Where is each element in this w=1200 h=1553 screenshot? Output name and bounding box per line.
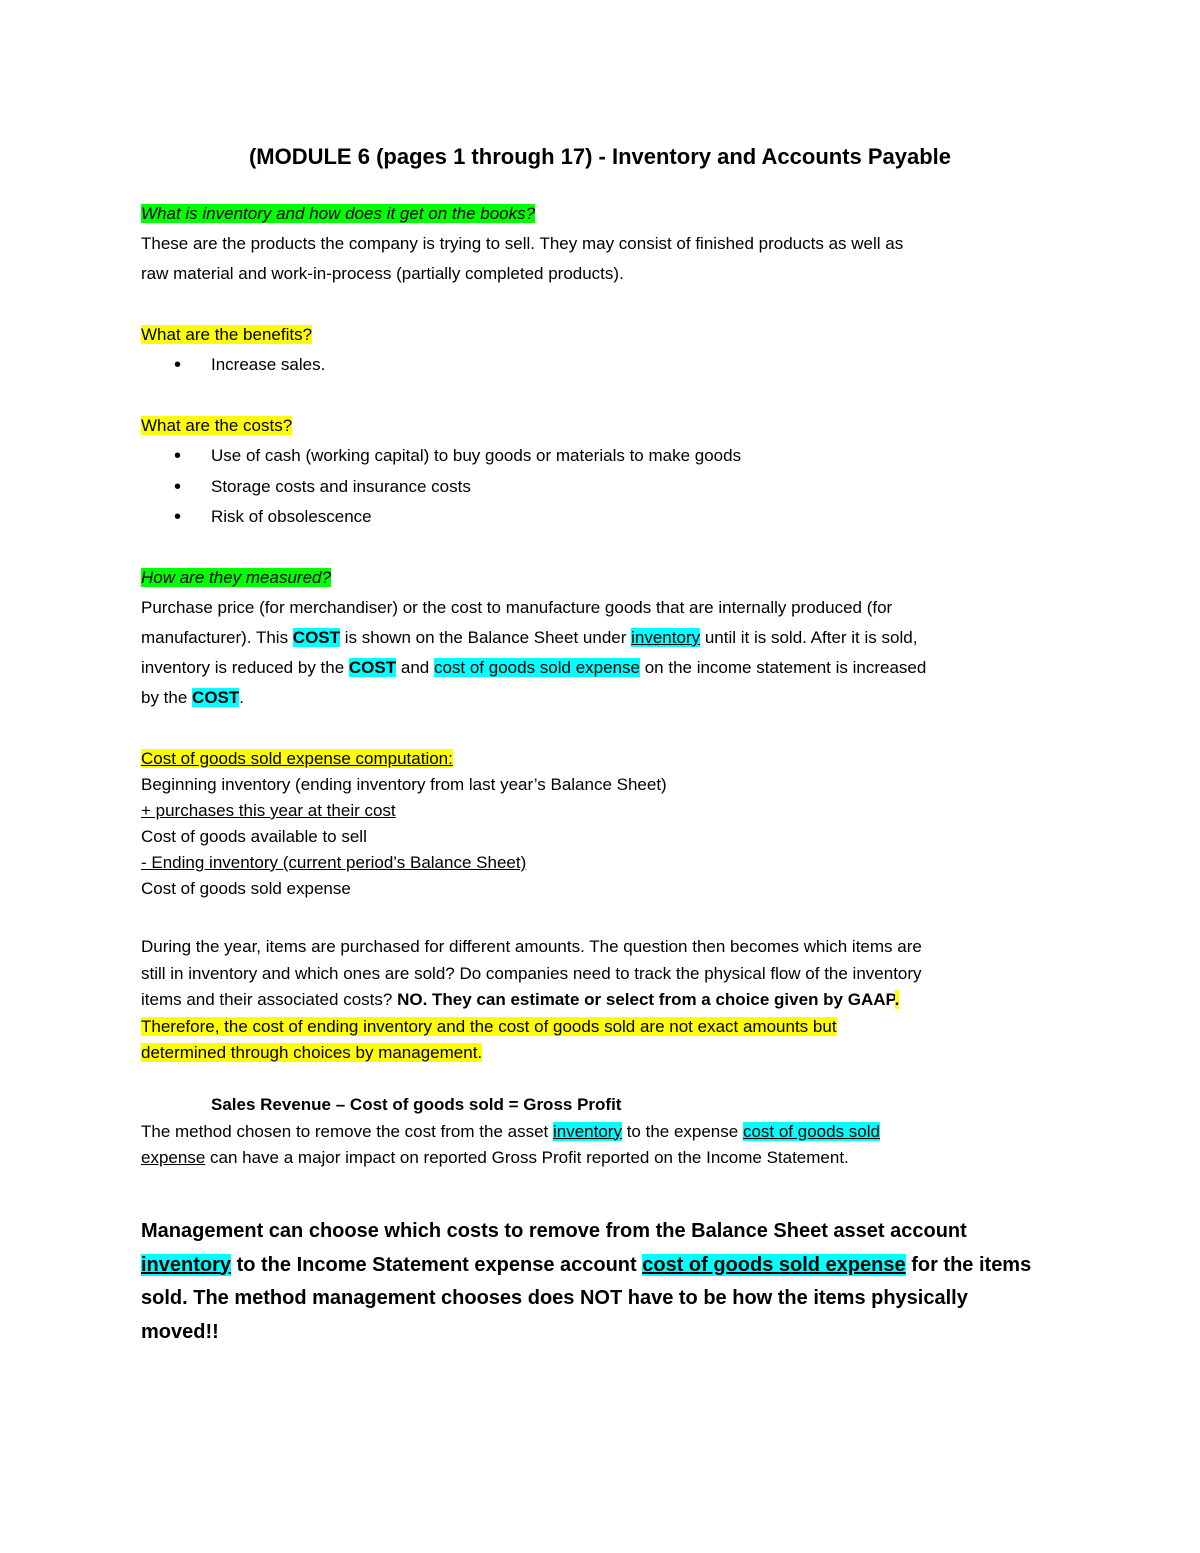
emphasis-line: Management can choose which costs to remove from the Balance Sheet asset account [141,1220,967,1242]
computation-line: + purchases this year at their cost [141,801,396,820]
costs-list [141,441,1061,533]
paragraph-line: Purchase price (for merchandiser) or the cost to manufacture goods that are internally produced (for [141,598,893,617]
section-method [141,1092,1061,1172]
emphasis-line: sold. The method management chooses does NOT have to be how the items physically [141,1287,968,1309]
section-benefits [141,320,1061,381]
inventory-term: inventory [141,1253,232,1276]
highlighted-text: determined through choices by management. [141,1043,483,1062]
section-measured [141,563,1061,713]
paragraph-line [141,1014,1061,1041]
cogs-term: cost of goods sold expense [642,1253,906,1276]
inventory-term: inventory [631,628,701,647]
paragraph-line: These are the products the company is trying to sell. They may consist of finished products as well as [141,234,904,253]
emphasis-line: moved!! [141,1320,219,1343]
paragraph-line: still in inventory and which ones are sold? Do companies need to track the physical flow of the inventory [141,963,922,983]
cost-term: COST [292,628,341,647]
highlighted-text: Therefore, the cost of ending inventory and the cost of goods sold are not exact amounts but [141,1016,837,1036]
question-heading: How are they measured? [141,568,331,587]
computation-line: Cost of goods sold expense [141,879,351,898]
section-during-the-year [141,934,1061,1067]
paragraph-line: items and their associated costs? NO. They can estimate or select from a choice given by GAAP. [141,990,900,1009]
section-what-is-inventory [141,199,1061,289]
section-costs [141,411,1061,533]
cost-term: COST [348,658,397,677]
list-item: • Storage costs and insurance costs [141,472,1061,503]
paragraph-line: raw material and work-in-process (partially completed products). [141,264,624,283]
gross-profit-formula: Sales Revenue – Cost of goods sold = Gross Profit [211,1095,622,1114]
paragraph-line: expense can have a major impact on reported Gross Profit reported on the Income Statement. [141,1148,849,1167]
paragraph-line: The method chosen to remove the cost from the asset inventory to the expense cost of goods sold [141,1121,880,1141]
benefits-list [141,350,1061,381]
emphasis-line: inventory to the Income Statement expense account cost of goods sold expense for the items [141,1253,1032,1276]
paragraph-line: inventory is reduced by the COST and cost of goods sold expense on the income statement is increased [141,658,927,677]
paragraph-line: During the year, items are purchased for different amounts. The question then becomes which items are [141,937,922,956]
section-management [141,1215,1081,1349]
emphasis-text: NO. They can estimate or select from a choice given by GAAP [397,990,895,1009]
inventory-term: inventory [552,1121,622,1141]
section-computation [141,746,1061,902]
question-heading: What are the benefits? [141,325,313,344]
cogs-term: cost of goods sold expense [433,658,640,677]
cogs-term: cost of goods sold [742,1121,880,1141]
list-item: • Use of cash (working capital) to buy goods or materials to make goods [141,441,1061,472]
paragraph-line [141,1040,1061,1067]
question-heading: What is inventory and how does it get on the books? [141,204,536,223]
computation-heading: Cost of goods sold expense computation: [141,749,453,768]
cogs-term: expense [141,1148,206,1167]
computation-line: - Ending inventory (current period’s Balance Sheet) [141,853,527,872]
paragraph-line: manufacturer). This COST is shown on the Balance Sheet under inventory until it is sold. After it is sold, [141,628,918,647]
list-item: • Risk of obsolescence [141,502,1061,533]
cost-term: COST [192,688,240,707]
list-item: • Increase sales. [141,350,1061,381]
paragraph-line: by the COST. [141,688,245,707]
computation-line: Beginning inventory (ending inventory from last year’s Balance Sheet) [141,775,667,794]
question-heading: What are the costs? [141,416,293,435]
page-title: (MODULE 6 (pages 1 through 17) - Inventory and Accounts Payable [248,144,952,169]
computation-line: Cost of goods available to sell [141,827,367,846]
